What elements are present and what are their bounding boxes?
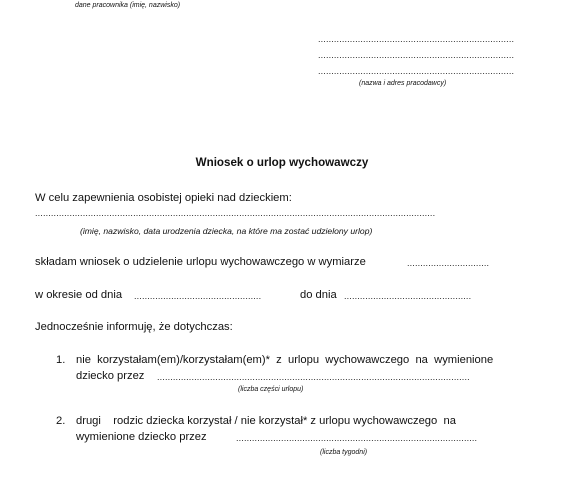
period-from-label: w okresie od dnia [35,289,123,301]
item-1-line-2-label: dziecko przez [76,370,145,382]
info-text: Jednocześnie informuję, że dotychczas: [35,321,233,333]
employer-caption: (nazwa i adres pracodawcy) [359,80,447,87]
employer-line-3: .......................................................................... [318,66,515,76]
child-data-line: ....................................................................................................................................................... [35,208,436,218]
intro-text: W celu zapewnienia osobistej opieki nad dzieckiem: [35,192,292,204]
document-title: Wniosek o urlop wychowawczy [195,156,369,169]
request-text: składam wniosek o udzielenie urlopu wychowawczego w wymiarze [35,256,366,268]
item-2-caption: (liczba tygodni) [320,449,368,456]
employer-line-1: .......................................................................... [318,34,515,44]
period-to-field: ................................................ [344,291,472,301]
item-2-number: 2. [56,415,66,427]
item-1-line-1: nie korzystałam(em)/korzystałam(em)* z urlopu wychowawczego na wymienione [76,354,494,366]
item-1-caption: (liczba części urlopu) [238,386,304,393]
period-to-label: do dnia [300,289,337,301]
item-1-number: 1. [56,354,66,366]
request-length-field: ............................... [407,258,490,268]
employer-line-2: .......................................................................... [318,50,515,60]
item-2-line-2-label: wymienione dziecko przez [76,431,207,443]
employee-caption: dane pracownika (imię, nazwisko) [75,2,181,9]
child-data-caption: (imię, nazwisko, data urodzenia dziecka, na które ma zostać udzielony urlop) [80,226,373,236]
item-2-weeks-field: ........................................................................................... [236,433,478,443]
period-from-field: ................................................ [134,291,262,301]
item-1-parts-field: ...................................................................................................................... [157,372,470,382]
item-2-line-1: drugi rodzic dziecka korzystał / nie korzystał* z urlopu wychowawczego na [76,415,456,427]
